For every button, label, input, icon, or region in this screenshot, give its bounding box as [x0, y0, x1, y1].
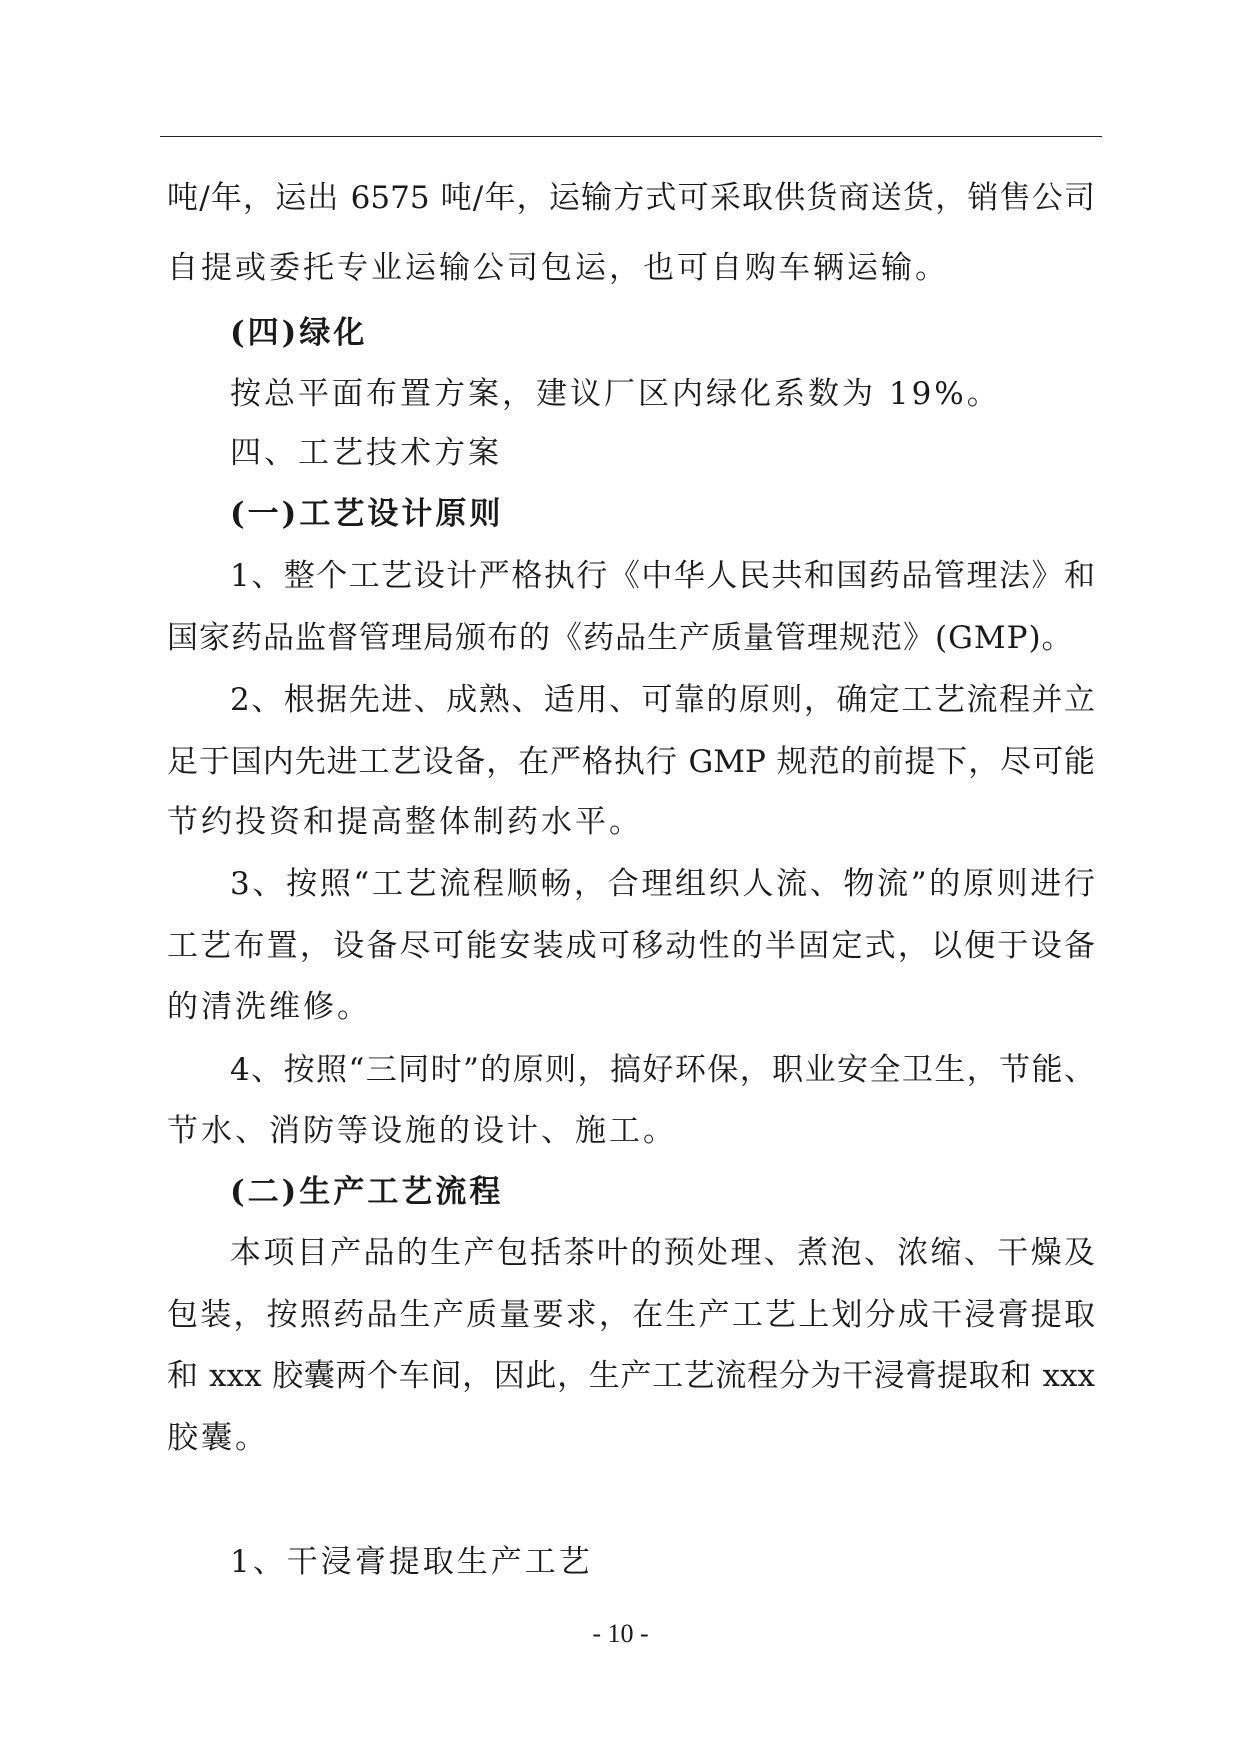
body-text-line: 国家药品监督管理局颁布的《药品生产质量管理规范》(GMP)。 [167, 620, 1074, 656]
body-text-line: 足于国内先进工艺设备，在严格执行 GMP 规范的前提下，尽可能 [167, 744, 1095, 780]
header-rule [160, 136, 1102, 137]
body-text-line: 3、按照“工艺流程顺畅，合理组织人流、物流”的原则进行 [230, 866, 1095, 902]
body-text-line: 按总平面布置方案，建议厂区内绿化系数为 19%。 [230, 376, 1001, 412]
body-text-line: 胶囊。 [167, 1420, 269, 1456]
section-heading-greening: (四)绿化 [230, 315, 368, 351]
body-text-line: 包装，按照药品生产质量要求，在生产工艺上划分成干浸膏提取 [167, 1297, 1095, 1333]
body-text-line: 自提或委托专业运输公司包运，也可自购车辆运输。 [167, 250, 949, 286]
body-text-line: 的清洗维修。 [167, 989, 371, 1025]
page-number: - 10 - [592, 1619, 649, 1648]
chapter-heading-process-plan: 四、工艺技术方案 [230, 435, 502, 471]
body-text-line: 工艺布置，设备尽可能安装成可移动性的半固定式，以便于设备 [167, 928, 1095, 964]
body-text-line: 本项目产品的生产包括茶叶的预处理、煮泡、浓缩、干燥及 [230, 1235, 1095, 1271]
section-heading-design-principles: (一)工艺设计原则 [230, 496, 504, 532]
section-heading-production-flow: (二)生产工艺流程 [230, 1174, 504, 1210]
body-text-line: 2、根据先进、成熟、适用、可靠的原则，确定工艺流程并立 [230, 682, 1095, 718]
body-text-line: 1、整个工艺设计严格执行《中华人民共和国药品管理法》和 [230, 558, 1095, 594]
body-text-line: 和 xxx 胶囊两个车间，因此，生产工艺流程分为干浸膏提取和 xxx [167, 1358, 1095, 1394]
body-text-line: 吨/年，运出 6575 吨/年，运输方式可采取供货商送货，销售公司 [167, 180, 1095, 216]
body-text-line: 4、按照“三同时”的原则，搞好环保，职业安全卫生，节能、 [230, 1052, 1095, 1088]
body-text-line: 节约投资和提高整体制药水平。 [167, 804, 643, 840]
body-text-line: 节水、消防等设施的设计、施工。 [167, 1113, 677, 1149]
subsection-heading-extraction-process: 1、干浸膏提取生产工艺 [230, 1544, 593, 1580]
